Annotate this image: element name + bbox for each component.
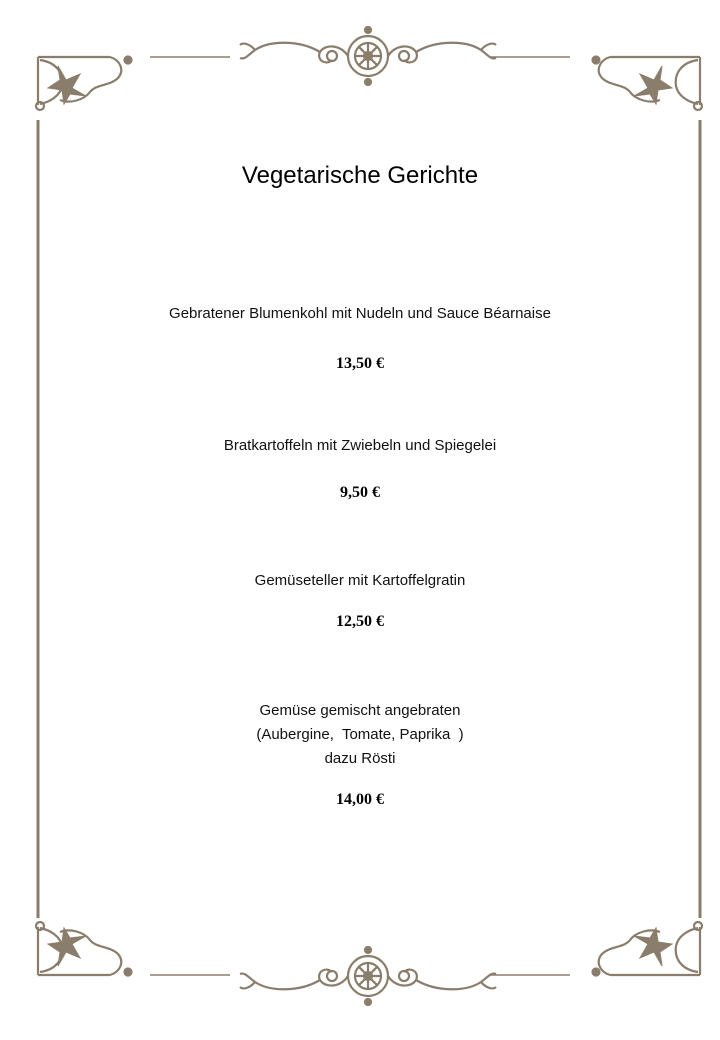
menu-title: Vegetarische Gerichte [241, 162, 479, 189]
dish-line: (Aubergine, Tomate, Paprika ) [256, 726, 464, 743]
dish-price: 12,50 € [336, 613, 384, 630]
top-ornament [36, 27, 702, 110]
dish-line: Bratkartoffeln mit Zwiebeln und Spiegelei [223, 437, 497, 454]
dish-line: dazu Rösti [324, 750, 396, 767]
dish-line: Gemüseteller mit Kartoffelgratin [254, 572, 466, 589]
bottom-ornament [36, 922, 702, 1005]
dish-line: Gebratener Blumenkohl mit Nudeln und Sauce Béarnaise [169, 305, 551, 322]
dish-name [40, 699, 680, 771]
dish-price: 9,50 € [340, 484, 380, 501]
dish-name [40, 302, 680, 326]
dish-name [40, 434, 680, 458]
dish-line: Gemüse gemischt angebraten [259, 702, 461, 719]
dish-price: 14,00 € [336, 791, 384, 808]
dish-name [40, 569, 680, 593]
dish-price: 13,50 € [336, 355, 384, 372]
